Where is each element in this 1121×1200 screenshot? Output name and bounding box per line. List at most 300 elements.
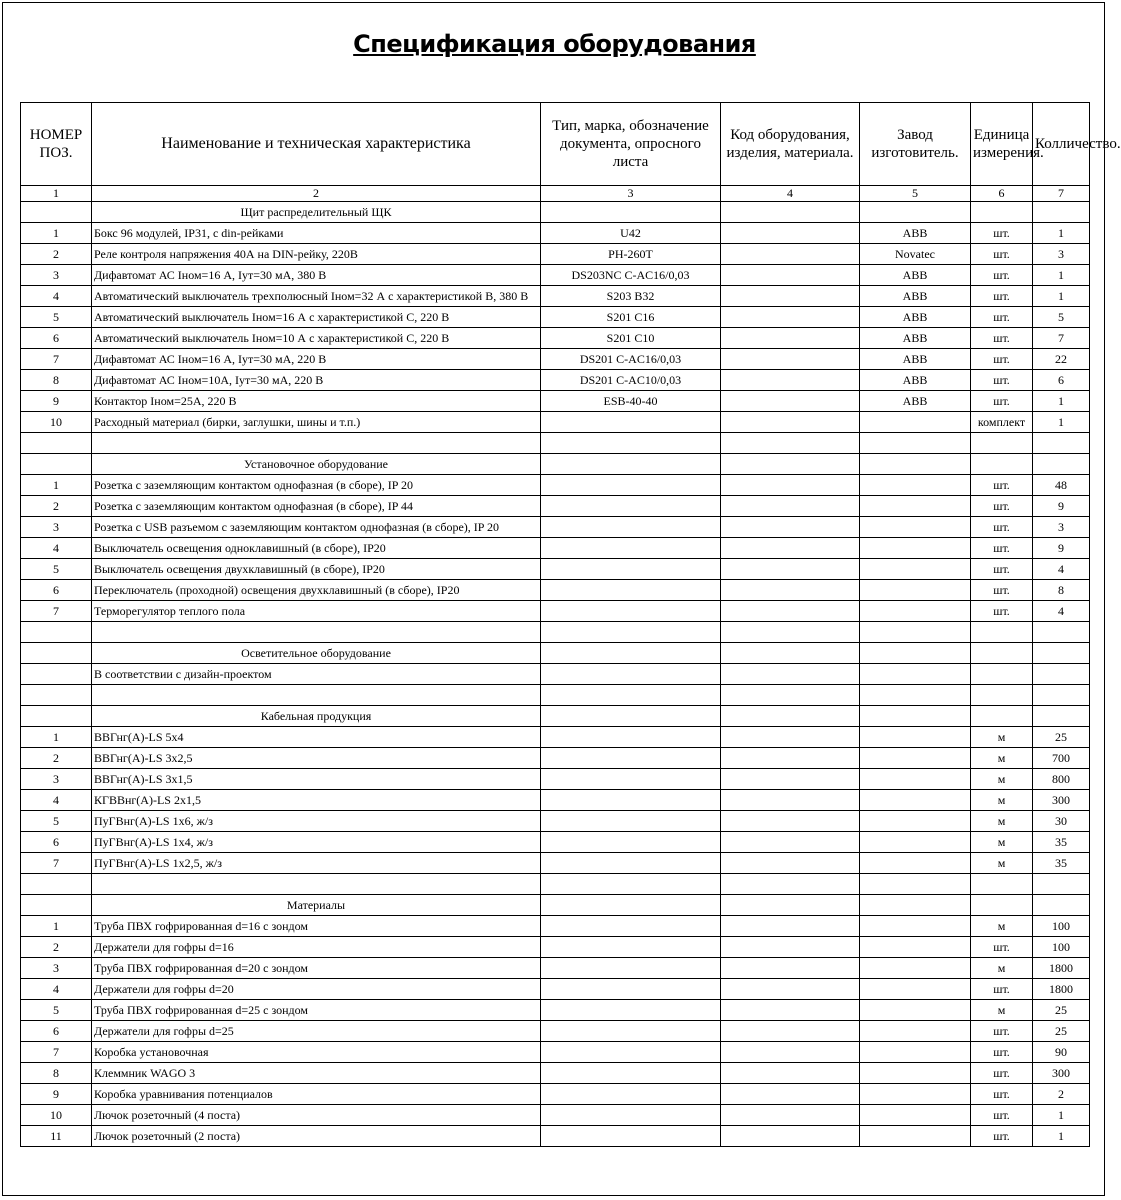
- column-number: 4: [721, 186, 860, 202]
- cell-type: [541, 1126, 721, 1147]
- cell-name: ПуГВнг(А)-LS 1х4, ж/з: [92, 832, 541, 853]
- cell-name: Бокс 96 модулей, IP31, с din-рейками: [92, 223, 541, 244]
- cell-maker: [860, 958, 971, 979]
- table-row: [21, 328, 1090, 349]
- column-number-row: [21, 186, 1090, 202]
- cell-unit: шт.: [971, 979, 1033, 1000]
- empty-cell: [971, 622, 1033, 643]
- cell-maker: ABB: [860, 307, 971, 328]
- cell-type: РН-260Т: [541, 244, 721, 265]
- cell-code: [721, 769, 860, 790]
- empty-cell: [860, 454, 971, 475]
- cell-unit: шт.: [971, 391, 1033, 412]
- empty-cell: [21, 622, 92, 643]
- cell-pos: 5: [21, 811, 92, 832]
- column-number: 1: [21, 186, 92, 202]
- cell-name: Автоматический выключатель Iном=10 А с характеристикой С, 220 В: [92, 328, 541, 349]
- cell-unit: комплект: [971, 412, 1033, 433]
- empty-cell: [21, 433, 92, 454]
- empty-cell: [860, 706, 971, 727]
- empty-cell: [721, 874, 860, 895]
- cell-qty: 4: [1033, 559, 1090, 580]
- cell-type: [541, 1042, 721, 1063]
- cell-qty: 1800: [1033, 979, 1090, 1000]
- cell-maker: [860, 811, 971, 832]
- empty-cell: [541, 874, 721, 895]
- cell-qty: 3: [1033, 244, 1090, 265]
- cell-maker: [860, 748, 971, 769]
- column-number: 5: [860, 186, 971, 202]
- cell-qty: 5: [1033, 307, 1090, 328]
- cell-code: [721, 391, 860, 412]
- cell-pos: 8: [21, 1063, 92, 1084]
- table-row: [21, 1021, 1090, 1042]
- empty-cell: [721, 202, 860, 223]
- table-row: [21, 370, 1090, 391]
- cell-name: Дифавтомат АС Iном=16 А, Iут=30 мА, 380 В: [92, 265, 541, 286]
- header-row: [21, 103, 1090, 186]
- empty-cell: [92, 433, 541, 454]
- cell-type: [541, 601, 721, 622]
- cell-unit: шт.: [971, 370, 1033, 391]
- cell-name: Лючок розеточный (2 поста): [92, 1126, 541, 1147]
- table-row: [21, 916, 1090, 937]
- table-row: [21, 1105, 1090, 1126]
- cell-unit: шт.: [971, 244, 1033, 265]
- cell-unit: шт.: [971, 1084, 1033, 1105]
- cell-name: Клеммник WAGO 3: [92, 1063, 541, 1084]
- cell-unit: шт.: [971, 1042, 1033, 1063]
- empty-cell: [971, 202, 1033, 223]
- cell-maker: [860, 580, 971, 601]
- cell-name: Держатели для гофры d=25: [92, 1021, 541, 1042]
- cell-pos: 2: [21, 748, 92, 769]
- cell-name: ВВГнг(А)-LS 3х1,5: [92, 769, 541, 790]
- empty-cell: [21, 874, 92, 895]
- cell-unit: м: [971, 832, 1033, 853]
- cell-pos: 5: [21, 559, 92, 580]
- cell-code: [721, 664, 860, 685]
- cell-maker: [860, 769, 971, 790]
- empty-cell: [971, 706, 1033, 727]
- header-code: Код оборудования, изделия, материала.: [721, 103, 860, 186]
- cell-type: S203 B32: [541, 286, 721, 307]
- empty-cell: [860, 685, 971, 706]
- empty-cell: [721, 643, 860, 664]
- cell-name: Выключатель освещения одноклавишный (в сборе), IP20: [92, 538, 541, 559]
- cell-code: [721, 937, 860, 958]
- cell-qty: 35: [1033, 853, 1090, 874]
- table-row: [21, 286, 1090, 307]
- cell-name: Труба ПВХ гофрированная d=25 с зондом: [92, 1000, 541, 1021]
- cell-qty: 7: [1033, 328, 1090, 349]
- cell-code: [721, 1105, 860, 1126]
- cell-pos: 7: [21, 601, 92, 622]
- table-row: [21, 580, 1090, 601]
- empty-cell: [1033, 895, 1090, 916]
- cell-unit: м: [971, 853, 1033, 874]
- cell-pos: 4: [21, 790, 92, 811]
- cell-code: [721, 832, 860, 853]
- cell-name: В соответствии с дизайн-проектом: [92, 664, 541, 685]
- spacer-row: [21, 685, 1090, 706]
- cell-pos: 7: [21, 349, 92, 370]
- empty-cell: [21, 202, 92, 223]
- cell-maker: [860, 517, 971, 538]
- cell-unit: шт.: [971, 475, 1033, 496]
- cell-qty: 1: [1033, 286, 1090, 307]
- cell-code: [721, 286, 860, 307]
- cell-pos: 8: [21, 370, 92, 391]
- cell-qty: 1: [1033, 265, 1090, 286]
- section-title: Щит распределительный ЩК: [92, 202, 541, 223]
- cell-name: Держатели для гофры d=16: [92, 937, 541, 958]
- cell-type: [541, 1105, 721, 1126]
- cell-unit: шт.: [971, 538, 1033, 559]
- cell-unit: м: [971, 790, 1033, 811]
- empty-cell: [971, 874, 1033, 895]
- cell-unit: м: [971, 748, 1033, 769]
- cell-name: Труба ПВХ гофрированная d=16 с зондом: [92, 916, 541, 937]
- table-row: [21, 769, 1090, 790]
- cell-qty: 6: [1033, 370, 1090, 391]
- cell-pos: 4: [21, 979, 92, 1000]
- cell-qty: 1: [1033, 412, 1090, 433]
- cell-pos: 7: [21, 1042, 92, 1063]
- cell-code: [721, 349, 860, 370]
- cell-qty: 9: [1033, 538, 1090, 559]
- cell-maker: [860, 559, 971, 580]
- cell-maker: [860, 1000, 971, 1021]
- cell-maker: ABB: [860, 349, 971, 370]
- cell-pos: 3: [21, 958, 92, 979]
- cell-pos: 5: [21, 307, 92, 328]
- cell-code: [721, 370, 860, 391]
- cell-unit: шт.: [971, 349, 1033, 370]
- table-row: [21, 349, 1090, 370]
- cell-type: [541, 496, 721, 517]
- cell-name: ВВГнг(А)-LS 5х4: [92, 727, 541, 748]
- cell-maker: [860, 601, 971, 622]
- cell-type: [541, 853, 721, 874]
- cell-code: [721, 307, 860, 328]
- cell-pos: 3: [21, 265, 92, 286]
- cell-type: [541, 769, 721, 790]
- cell-maker: [860, 412, 971, 433]
- empty-cell: [721, 433, 860, 454]
- cell-code: [721, 517, 860, 538]
- cell-code: [721, 979, 860, 1000]
- cell-name: Коробка установочная: [92, 1042, 541, 1063]
- cell-maker: [860, 853, 971, 874]
- cell-type: [541, 1021, 721, 1042]
- cell-unit: [971, 664, 1033, 685]
- table-row: [21, 391, 1090, 412]
- empty-cell: [721, 685, 860, 706]
- cell-qty: 25: [1033, 1021, 1090, 1042]
- header-maker: Завод изготовитель.: [860, 103, 971, 186]
- empty-cell: [541, 706, 721, 727]
- cell-code: [721, 475, 860, 496]
- cell-code: [721, 727, 860, 748]
- empty-cell: [92, 622, 541, 643]
- cell-pos: 10: [21, 412, 92, 433]
- empty-cell: [860, 874, 971, 895]
- cell-type: [541, 412, 721, 433]
- cell-unit: шт.: [971, 601, 1033, 622]
- table-row: [21, 1063, 1090, 1084]
- cell-maker: [860, 664, 971, 685]
- cell-type: [541, 727, 721, 748]
- empty-cell: [1033, 202, 1090, 223]
- empty-cell: [92, 685, 541, 706]
- cell-qty: 700: [1033, 748, 1090, 769]
- cell-pos: 4: [21, 286, 92, 307]
- section-title: Установочное оборудование: [92, 454, 541, 475]
- table-row: [21, 559, 1090, 580]
- empty-cell: [721, 622, 860, 643]
- cell-type: [541, 832, 721, 853]
- cell-type: [541, 916, 721, 937]
- empty-cell: [860, 202, 971, 223]
- cell-code: [721, 538, 860, 559]
- section-title: Кабельная продукция: [92, 706, 541, 727]
- cell-name: КГВВнг(А)-LS 2х1,5: [92, 790, 541, 811]
- cell-code: [721, 1063, 860, 1084]
- cell-maker: [860, 979, 971, 1000]
- cell-type: S201 C16: [541, 307, 721, 328]
- cell-type: [541, 979, 721, 1000]
- table-row: [21, 979, 1090, 1000]
- cell-unit: шт.: [971, 517, 1033, 538]
- empty-cell: [971, 454, 1033, 475]
- cell-qty: 30: [1033, 811, 1090, 832]
- cell-qty: 1: [1033, 391, 1090, 412]
- spacer-row: [21, 622, 1090, 643]
- cell-qty: 1800: [1033, 958, 1090, 979]
- empty-cell: [860, 433, 971, 454]
- cell-type: [541, 517, 721, 538]
- cell-name: Автоматический выключатель трехполюсный Iном=32 А с характеристикой В, 380 В: [92, 286, 541, 307]
- cell-maker: [860, 790, 971, 811]
- cell-pos: 6: [21, 580, 92, 601]
- cell-pos: 5: [21, 1000, 92, 1021]
- cell-qty: 48: [1033, 475, 1090, 496]
- cell-name: Держатели для гофры d=20: [92, 979, 541, 1000]
- cell-pos: 3: [21, 517, 92, 538]
- table-row: [21, 1084, 1090, 1105]
- cell-qty: 22: [1033, 349, 1090, 370]
- cell-pos: 3: [21, 769, 92, 790]
- empty-cell: [971, 643, 1033, 664]
- table-row: [21, 475, 1090, 496]
- table-row: [21, 496, 1090, 517]
- cell-maker: [860, 1084, 971, 1105]
- cell-name: Розетка с заземляющим контактом однофазная (в сборе), IP 44: [92, 496, 541, 517]
- cell-unit: м: [971, 727, 1033, 748]
- table-row: [21, 832, 1090, 853]
- table-row: [21, 223, 1090, 244]
- cell-pos: 6: [21, 832, 92, 853]
- cell-type: [541, 958, 721, 979]
- spacer-row: [21, 433, 1090, 454]
- cell-name: Труба ПВХ гофрированная d=20 с зондом: [92, 958, 541, 979]
- cell-name: Терморегулятор теплого пола: [92, 601, 541, 622]
- cell-unit: шт.: [971, 328, 1033, 349]
- cell-pos: 9: [21, 1084, 92, 1105]
- cell-unit: шт.: [971, 1105, 1033, 1126]
- empty-cell: [1033, 874, 1090, 895]
- cell-code: [721, 748, 860, 769]
- cell-qty: 300: [1033, 1063, 1090, 1084]
- table-row: [21, 937, 1090, 958]
- section-title-row: [21, 643, 1090, 664]
- cell-pos: 11: [21, 1126, 92, 1147]
- cell-unit: шт.: [971, 559, 1033, 580]
- cell-qty: 25: [1033, 727, 1090, 748]
- empty-cell: [971, 433, 1033, 454]
- cell-type: [541, 664, 721, 685]
- table-row: [21, 1000, 1090, 1021]
- table-row: [21, 517, 1090, 538]
- cell-maker: [860, 832, 971, 853]
- empty-cell: [541, 622, 721, 643]
- cell-name: Дифавтомат АС Iном=16 А, Iут=30 мА, 220 В: [92, 349, 541, 370]
- cell-code: [721, 916, 860, 937]
- cell-code: [721, 853, 860, 874]
- cell-code: [721, 328, 860, 349]
- cell-name: Розетка с заземляющим контактом однофазная (в сборе), IP 20: [92, 475, 541, 496]
- empty-cell: [541, 685, 721, 706]
- cell-maker: ABB: [860, 286, 971, 307]
- empty-cell: [541, 454, 721, 475]
- section-title-row: [21, 454, 1090, 475]
- empty-cell: [21, 454, 92, 475]
- empty-cell: [1033, 454, 1090, 475]
- table-row: [21, 244, 1090, 265]
- cell-maker: [860, 1105, 971, 1126]
- cell-type: [541, 559, 721, 580]
- spacer-row: [21, 874, 1090, 895]
- column-number: 7: [1033, 186, 1090, 202]
- empty-cell: [721, 454, 860, 475]
- cell-unit: шт.: [971, 1021, 1033, 1042]
- cell-pos: 6: [21, 1021, 92, 1042]
- cell-code: [721, 1042, 860, 1063]
- empty-cell: [1033, 685, 1090, 706]
- cell-unit: шт.: [971, 265, 1033, 286]
- cell-type: DS201 C-AC10/0,03: [541, 370, 721, 391]
- cell-type: [541, 1084, 721, 1105]
- cell-qty: 35: [1033, 832, 1090, 853]
- cell-code: [721, 244, 860, 265]
- cell-pos: 1: [21, 916, 92, 937]
- table-row: [21, 727, 1090, 748]
- cell-type: [541, 748, 721, 769]
- empty-cell: [21, 685, 92, 706]
- cell-qty: 300: [1033, 790, 1090, 811]
- column-number: 2: [92, 186, 541, 202]
- cell-type: [541, 580, 721, 601]
- empty-cell: [541, 202, 721, 223]
- cell-qty: 1: [1033, 1126, 1090, 1147]
- table-row: [21, 853, 1090, 874]
- cell-pos: 4: [21, 538, 92, 559]
- cell-name: ПуГВнг(А)-LS 1х2,5, ж/з: [92, 853, 541, 874]
- cell-pos: 2: [21, 937, 92, 958]
- empty-cell: [1033, 622, 1090, 643]
- cell-pos: 9: [21, 391, 92, 412]
- cell-maker: [860, 1042, 971, 1063]
- cell-unit: м: [971, 769, 1033, 790]
- table-row: [21, 601, 1090, 622]
- cell-maker: [860, 937, 971, 958]
- cell-type: S201 C10: [541, 328, 721, 349]
- cell-maker: [860, 916, 971, 937]
- cell-name: Дифавтомат АС Iном=10А, Iут=30 мА, 220 В: [92, 370, 541, 391]
- cell-type: [541, 790, 721, 811]
- cell-pos: 2: [21, 496, 92, 517]
- section-title: Осветительное оборудование: [92, 643, 541, 664]
- table-row: [21, 958, 1090, 979]
- cell-maker: [860, 1021, 971, 1042]
- empty-cell: [860, 622, 971, 643]
- cell-type: [541, 937, 721, 958]
- cell-code: [721, 412, 860, 433]
- header-qty: Колличество.: [1033, 103, 1090, 186]
- empty-cell: [21, 643, 92, 664]
- empty-cell: [92, 874, 541, 895]
- cell-maker: [860, 496, 971, 517]
- cell-type: ESB-40-40: [541, 391, 721, 412]
- cell-pos: 10: [21, 1105, 92, 1126]
- cell-pos: 1: [21, 727, 92, 748]
- cell-qty: 2: [1033, 1084, 1090, 1105]
- cell-code: [721, 958, 860, 979]
- cell-name: Переключатель (проходной) освещения двухклавишный (в сборе), IP20: [92, 580, 541, 601]
- cell-code: [721, 265, 860, 286]
- cell-qty: 1: [1033, 1105, 1090, 1126]
- cell-pos: 1: [21, 223, 92, 244]
- empty-cell: [721, 895, 860, 916]
- empty-cell: [1033, 643, 1090, 664]
- cell-maker: [860, 538, 971, 559]
- column-number: 6: [971, 186, 1033, 202]
- cell-type: [541, 538, 721, 559]
- header-pos: НОМЕР ПОЗ.: [21, 103, 92, 186]
- empty-cell: [1033, 433, 1090, 454]
- cell-code: [721, 559, 860, 580]
- header-type: Тип, марка, обозначение документа, опросного листа: [541, 103, 721, 186]
- cell-code: [721, 1000, 860, 1021]
- cell-type: [541, 1063, 721, 1084]
- cell-qty: 25: [1033, 1000, 1090, 1021]
- empty-cell: [860, 895, 971, 916]
- cell-qty: 1: [1033, 223, 1090, 244]
- cell-name: Автоматический выключатель Iном=16 А с характеристикой С, 220 В: [92, 307, 541, 328]
- cell-name: Реле контроля напряжения 40А на DIN-рейку, 220В: [92, 244, 541, 265]
- cell-unit: шт.: [971, 937, 1033, 958]
- cell-qty: 100: [1033, 916, 1090, 937]
- cell-pos: [21, 664, 92, 685]
- cell-name: Выключатель освещения двухклавишный (в сборе), IP20: [92, 559, 541, 580]
- cell-code: [721, 1084, 860, 1105]
- cell-type: DS203NC C-AC16/0,03: [541, 265, 721, 286]
- table-row: [21, 307, 1090, 328]
- table-row: [21, 412, 1090, 433]
- cell-maker: ABB: [860, 223, 971, 244]
- cell-unit: м: [971, 916, 1033, 937]
